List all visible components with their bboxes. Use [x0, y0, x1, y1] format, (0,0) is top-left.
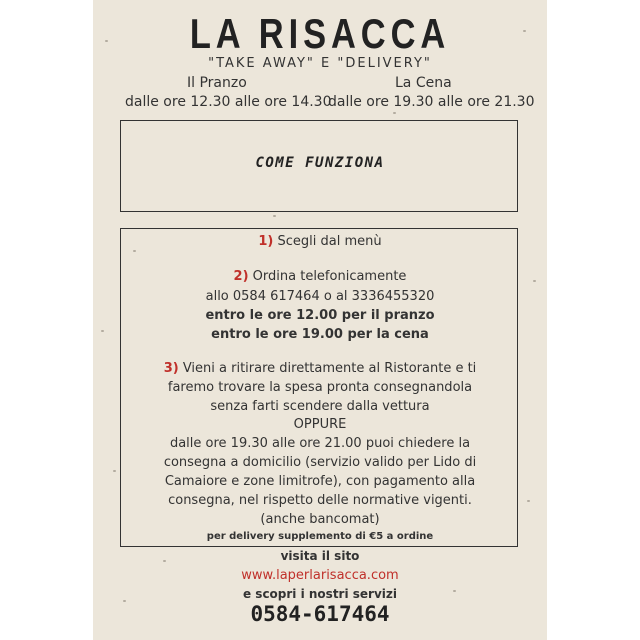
how-it-works-title: COME FUNZIONA: [255, 155, 385, 171]
step-3: [93, 361, 547, 376]
step-3-line-3: senza farti scendere dalla vettura: [210, 399, 430, 414]
phone-number: 0584-617464: [250, 602, 390, 626]
step-2-phone: allo 0584 617464 o al 3336455320: [205, 289, 435, 304]
step-2-text: Ordina telefonicamente: [248, 269, 407, 284]
service-subtitle: "TAKE AWAY" E "DELIVERY": [208, 56, 432, 71]
paper-speck: [393, 112, 396, 114]
lunch-hours: dalle ore 12.30 alle ore 14.30: [125, 94, 332, 110]
step-1-text: Scegli dal menù: [273, 234, 382, 249]
dinner-hours: dalle ore 19.30 alle ore 21.30: [328, 94, 535, 110]
oppure: OPPURE: [293, 417, 347, 432]
step-2: [93, 269, 547, 284]
step-1: [93, 234, 547, 249]
paper-speck: [523, 30, 526, 32]
dinner-label: La Cena: [395, 75, 452, 91]
delivery-line-5: (anche bancomat): [260, 512, 380, 527]
paper-speck: [273, 215, 276, 217]
delivery-line-3: Camaiore e zone limitrofe), con pagamento alla: [164, 474, 476, 489]
delivery-line-1: dalle ore 19.30 alle ore 21.00 puoi chiedere la: [169, 436, 471, 451]
discover-services: e scopri i nostri servizi: [242, 587, 397, 601]
website-link[interactable]: www.laperlarisacca.com: [241, 568, 399, 583]
paper-speck: [105, 40, 108, 42]
step-2-dinner-deadline: entro le ore 19.00 per la cena: [211, 327, 429, 342]
visit-site-label: visita il sito: [280, 549, 360, 563]
step-3-line-2: faremo trovare la spesa pronta consegnandola: [167, 380, 473, 395]
step-1-number: 1): [258, 234, 274, 249]
step-2-lunch-deadline: entro le ore 12.00 per il pranzo: [205, 308, 435, 323]
lunch-label: Il Pranzo: [187, 75, 247, 91]
delivery-supplement: per delivery supplemento di €5 a ordine: [206, 531, 434, 542]
restaurant-title: LA RISACCA: [189, 10, 451, 57]
step-3-number: 3): [163, 361, 179, 376]
delivery-line-2: consegna a domicilio (servizio valido per Lido di: [163, 455, 477, 470]
step-2-number: 2): [233, 269, 249, 284]
step-3-line-1: Vieni a ritirare direttamente al Ristorante e ti: [178, 361, 477, 376]
delivery-line-4: consegna, nel rispetto delle normative vigenti.: [168, 493, 472, 508]
paper-speck: [113, 470, 116, 472]
menu-flyer: [93, 0, 547, 640]
